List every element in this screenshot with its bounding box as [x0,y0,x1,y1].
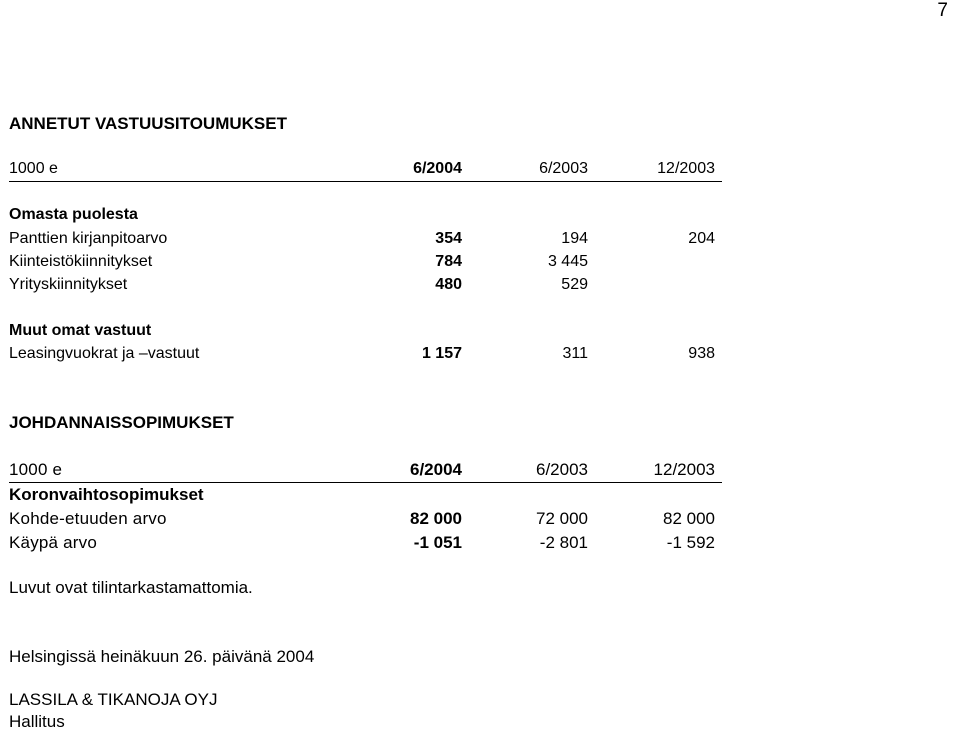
page-number: 7 [937,0,948,21]
header-rule [9,482,722,483]
col-header-12-2003: 12/2003 [653,460,715,479]
section1-title: ANNETUT VASTUUSITOUMUKSET [9,114,287,133]
table-row: Käypä arvo -1 051 -2 801 -1 592 [9,533,715,552]
table-row: Yrityskiinnitykset 480 529 [9,276,588,293]
unit-label: 1000 e [9,160,58,177]
col-header-6-2003: 6/2003 [539,160,588,177]
table-row: Leasingvuokrat ja –vastuut 1 157 311 938 [9,345,715,362]
table-row: Panttien kirjanpitoarvo 354 194 204 [9,230,715,247]
col-header-6-2003: 6/2003 [536,460,588,479]
company-name: LASSILA & TIKANOJA OYJ [9,690,218,709]
header-rule [9,181,722,182]
section1-header-row [9,160,720,182]
col-header-6-2004: 6/2004 [413,160,462,177]
col-header-12-2003: 12/2003 [657,160,715,177]
group-title: Muut omat vastuut [9,322,152,339]
board-signature: Hallitus [9,712,65,731]
place-date: Helsingissä heinäkuun 26. päivänä 2004 [9,647,315,666]
group-title: Koronvaihtosopimukset [9,485,204,504]
table-row: Kiinteistökiinnitykset 784 3 445 [9,253,588,270]
note: Luvut ovat tilintarkastamattomia. [9,578,253,597]
section2-title: JOHDANNAISSOPIMUKSET [9,413,234,432]
col-header-6-2004: 6/2004 [410,460,462,479]
group-title: Omasta puolesta [9,206,138,223]
unit-label: 1000 e [9,460,63,479]
table-row: Kohde-etuuden arvo 82 000 72 000 82 000 [9,509,715,528]
section2-header-row [9,460,720,482]
